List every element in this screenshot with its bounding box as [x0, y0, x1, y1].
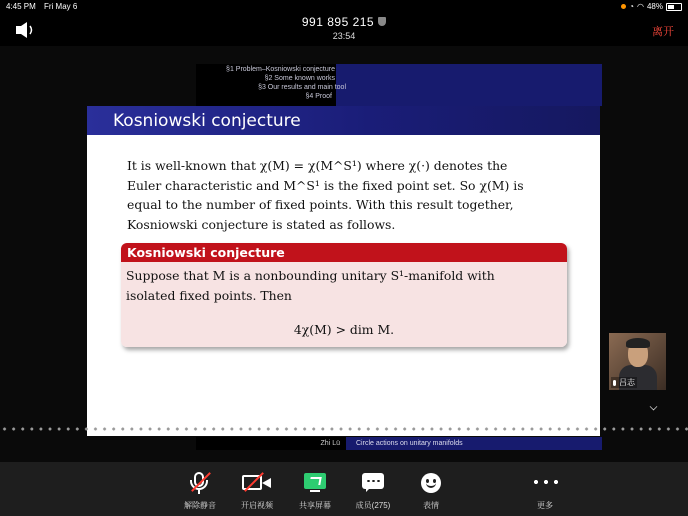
participant-video[interactable]	[609, 333, 666, 390]
slide-title-bar	[87, 106, 600, 135]
smiley-icon	[399, 470, 463, 494]
more-dots-icon	[513, 470, 577, 494]
block-line: Suppose that M is a nonbounding unitary S¹-manifold with	[126, 268, 495, 283]
reactions-button[interactable]	[399, 470, 463, 511]
shared-screen	[0, 46, 688, 462]
meeting-header	[0, 14, 688, 46]
start-video-label: 开启视频	[241, 501, 273, 510]
members-button[interactable]	[341, 470, 405, 511]
slide-title: Kosniowski conjecture	[113, 111, 301, 131]
members-label: 成员(275)	[355, 501, 391, 510]
unmute-label: 解除静音	[184, 501, 216, 510]
start-video-button[interactable]	[225, 470, 289, 511]
block-formula: 4χ(M) > dim M.	[293, 322, 395, 337]
block-body	[121, 262, 567, 347]
beamer-nav-item: §1 Problem–Kosniowski conjecture	[226, 66, 335, 73]
paragraph-line: Euler characteristic and M^S¹ is the fixed point set. So χ(M) is	[127, 177, 524, 193]
unmute-button[interactable]	[168, 470, 232, 511]
battery-icon	[666, 3, 682, 11]
slide-footer	[196, 437, 602, 450]
block-text	[126, 266, 546, 305]
shield-icon	[378, 17, 386, 26]
more-label: 更多	[537, 501, 553, 510]
battery-percent: 48%	[646, 2, 663, 11]
paragraph-line: It is well-known that χ(M) = χ(M^S¹) where χ(·) denotes the	[127, 158, 508, 173]
block-title: Kosniowski conjecture	[121, 243, 567, 262]
meeting-id[interactable]	[0, 15, 688, 29]
paragraph-line: Kosniowski conjecture is stated as follows.	[127, 216, 396, 232]
beamer-nav-item: §3 Our results and main tool	[258, 84, 346, 91]
more-button[interactable]	[513, 470, 577, 511]
meeting-toolbar	[0, 462, 688, 516]
participant-name-tag	[611, 377, 637, 388]
meeting-id-text: 991 895 215	[301, 15, 375, 29]
mic-in-use-icon	[621, 4, 626, 9]
leave-button[interactable]: 离开	[652, 26, 674, 38]
conjecture-block	[121, 243, 567, 347]
share-screen-label: 共享屏幕	[299, 501, 331, 510]
footer-author: Zhi Lü	[196, 437, 346, 450]
slide	[87, 106, 600, 436]
beamer-nav-right	[336, 64, 602, 106]
chat-bubble-icon	[341, 470, 405, 494]
mic-icon	[613, 380, 616, 386]
reactions-label: 表情	[423, 501, 439, 510]
status-time: 4:45 PM	[6, 2, 36, 11]
page-indicator-dots	[0, 427, 688, 431]
ios-status-bar	[0, 0, 688, 14]
collapse-video-icon[interactable]	[650, 403, 658, 411]
meeting-elapsed-time: 23:54	[332, 31, 356, 41]
slide-paragraph	[127, 156, 547, 234]
mic-muted-icon	[168, 470, 232, 494]
share-screen-button[interactable]	[283, 470, 347, 511]
share-screen-icon	[283, 470, 347, 494]
paragraph-line: equal to the number of fixed points. With this result together,	[127, 197, 514, 212]
status-indicators	[621, 2, 682, 11]
status-date: Fri May 6	[44, 2, 78, 11]
wifi-icon: ◔	[629, 2, 634, 11]
beamer-nav-item: §4 Proof	[305, 93, 332, 100]
beamer-nav-item: §2 Some known works	[264, 75, 335, 82]
headphones-icon: ◠	[637, 2, 644, 11]
camera-off-icon	[225, 470, 289, 494]
participant-name: 吕志	[619, 378, 635, 387]
footer-title: Circle actions on unitary manifolds	[346, 437, 602, 450]
block-line: isolated fixed points. Then	[126, 287, 292, 303]
person-hair	[626, 338, 650, 348]
